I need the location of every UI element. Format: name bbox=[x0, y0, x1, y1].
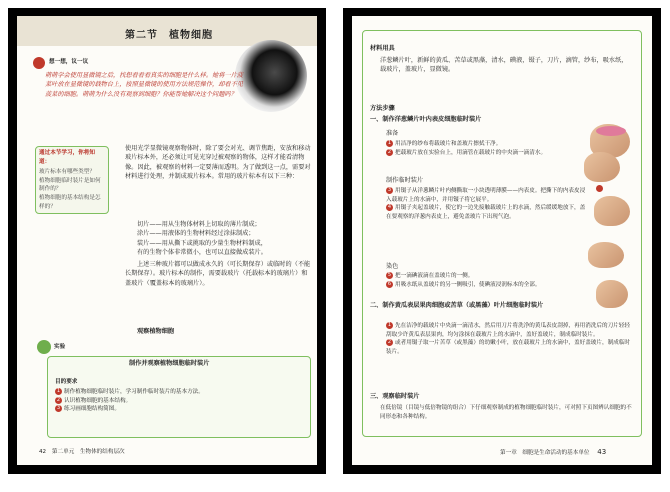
prep-item: 1 用洁净的纱布将载玻片和盖玻片擦拭干净。 bbox=[387, 140, 502, 147]
number-4-icon: 4 bbox=[387, 204, 392, 211]
stain-list bbox=[386, 272, 586, 289]
intro-badge-icon bbox=[33, 57, 45, 69]
experiment-label: 实验 bbox=[54, 344, 66, 350]
hand-illustration bbox=[594, 196, 630, 226]
step2-title: 二、制作黄瓜表层果肉细胞或苦草（或黑藻）叶片细胞临时装片 bbox=[370, 302, 544, 309]
right-page-frame bbox=[343, 8, 661, 474]
materials-text: 洋葱鳞片叶，新鲜的黄瓜、苦草或黑藻，清水，碘液，镊子，刀片，滴管，纱布，吸水纸，载玻片，盖玻片，显微镜。 bbox=[380, 57, 628, 74]
prep-list bbox=[386, 140, 586, 157]
requirement-item: 1 制作植物细胞临时装片，学习制作临时装片的基本方法。 bbox=[56, 388, 204, 395]
number-badge-icon bbox=[596, 185, 603, 192]
goals-title: 通过本节学习，你将知道： bbox=[39, 150, 95, 165]
footer-text: 第二单元 生物体的结构层次 bbox=[51, 449, 125, 455]
section-title: 第二节 植物细胞 bbox=[125, 30, 213, 41]
microscope-photo bbox=[235, 40, 307, 112]
experiment-icon bbox=[37, 340, 51, 354]
steps-title: 方法步骤 bbox=[370, 105, 395, 112]
number-2-icon: 2 bbox=[387, 339, 392, 346]
goals-box bbox=[35, 146, 109, 214]
experiment-continued-box bbox=[362, 30, 642, 437]
requirement-item: 3 练习画细胞结构简图。 bbox=[56, 405, 120, 413]
page-number: 42 bbox=[39, 449, 47, 455]
materials-title: 材料用具 bbox=[370, 45, 395, 52]
page-number: 43 bbox=[597, 448, 607, 456]
requirements-title: 目的要求 bbox=[55, 379, 78, 385]
sub-heading: 观察植物细胞 bbox=[137, 328, 175, 335]
step2-item: 1 先在洁净的载玻片中央滴一滴清水，然后用刀片将洗净的黄瓜表皮刮掉，再用消洗后的刀片轻轻刮取少许黄瓜表层果肉，均匀涂抹在载玻片上的水滴中，盖好盖玻片，制成临时装片。 bbox=[386, 322, 630, 338]
slide-note: 有的生物个体非常微小，也可以直接做成装片。 bbox=[137, 249, 267, 257]
step1-title: 一、制作洋葱鳞片叶内表皮细胞临时装片 bbox=[370, 116, 482, 123]
stain-label: 染色 bbox=[386, 263, 399, 270]
left-page-frame bbox=[8, 8, 326, 474]
number-2-icon: 2 bbox=[56, 396, 61, 403]
goal-item: 植物细胞的基本结构是怎样的？ bbox=[39, 194, 101, 210]
step3-title: 三、观察临时装片 bbox=[370, 393, 420, 400]
stain-item: 5 把一滴碘液滴在盖玻片的一侧。 bbox=[387, 272, 474, 279]
body-para-2: 上述三种玻片都可以做成永久的（可长期保存）或临时的（不能长期保存）。玻片标本的制作，需要载玻片（托载标本的玻璃片）和盖玻片（覆盖标本的玻璃片）。 bbox=[125, 261, 311, 287]
make-list bbox=[386, 187, 586, 221]
make-item: 3 用镊子从洋葱鳞片叶内侧撕取一小块透明薄膜——内表皮。把撕下的内表皮浸入载玻片上的水滴中，并用镊子将它展平。 bbox=[386, 187, 586, 203]
prep-label: 准备 bbox=[386, 130, 399, 137]
requirements-list bbox=[55, 388, 305, 414]
right-page bbox=[352, 16, 652, 465]
number-1-icon: 1 bbox=[56, 388, 61, 394]
step2-list bbox=[386, 322, 634, 356]
left-page bbox=[17, 16, 317, 465]
number-1-icon: 1 bbox=[387, 140, 392, 146]
step2-item: 2 或者用镊子取一片苦草（或黑藻）的幼嫩小叶，放在载玻片上的水滴中，盖好盖玻片，制成临时装片。 bbox=[386, 339, 630, 355]
intro-label: 想一想，议一议 bbox=[49, 59, 89, 65]
goal-item: 植物细胞临时装片是如何制作的？ bbox=[39, 177, 101, 193]
page-footer bbox=[39, 448, 125, 457]
number-1-icon: 1 bbox=[387, 322, 392, 328]
goal-item: 玻片标本有哪些类型？ bbox=[39, 169, 95, 176]
make-label: 制作临时装片 bbox=[386, 177, 424, 184]
number-3-icon: 3 bbox=[387, 187, 392, 193]
requirement-item: 2 认识植物细胞的基本结构。 bbox=[56, 396, 132, 404]
page-footer bbox=[500, 448, 606, 458]
slide-type-item: 装片——用从撕下或挑取的少量生物材料制成， bbox=[137, 239, 267, 247]
footer-text: 第一章 细胞是生命活动的基本单位 bbox=[500, 450, 590, 456]
number-6-icon: 6 bbox=[387, 280, 392, 287]
number-5-icon: 5 bbox=[387, 272, 392, 278]
slide-types-list bbox=[137, 220, 313, 258]
tweezers-flower-illustration bbox=[596, 126, 626, 136]
illustration-badges bbox=[596, 178, 605, 197]
step3-text: 在低倍镜（目镜与低倍物镜的组合）下仔细观察制成的植物细胞临时装片，可对照下页图辨认细胞的不同形态和各种结构。 bbox=[380, 405, 632, 420]
number-3-icon: 3 bbox=[56, 405, 61, 412]
hand-illustration bbox=[588, 242, 624, 268]
number-2-icon: 2 bbox=[387, 148, 392, 155]
body-para-1: 使用光学显微镜观察物体时，除了要会对光、调节焦距，安放和移动玻片标本外，还必须让可见光穿过被观察的物体，这样才能看清物像。因此，被观察的材料一定要薄而透明。为了做到这一点，需要对材料进行处理，并制成玻片标本。常用的玻片标本有以下三种： bbox=[125, 145, 311, 181]
prep-item: 2 把载玻片放在实验台上，用滴管在载玻片的中央滴一滴清水。 bbox=[387, 148, 547, 156]
slide-type-item: 涂片——用液体的生物材料经过涂抹制成； bbox=[137, 230, 255, 238]
experiment-title: 制作并观察植物细胞临时装片 bbox=[129, 360, 210, 367]
stain-item: 6 用吸水纸从盖玻片的另一侧吸引，使碘液浸润标本的全部。 bbox=[387, 280, 541, 288]
intro-text: 萌萌学会使用显微镜之后，找想看看看真实的细胞是什么样。她将一片菠菜叶放在显微镜的载物台上，按照显微镜的使用方法规范操作，却看不见菠菜的细胞。萌萌为什么没有观察到细胞？你能帮她解决这个问题吗？ bbox=[45, 72, 243, 98]
hand-illustration bbox=[596, 280, 628, 308]
slide-type-item: 切片——用从生物体材料上切取的薄片制成； bbox=[137, 221, 261, 228]
make-item: 4 用镊子夹起盖玻片，使它的一边先接触载玻片上的水滴，然后缓缓地放下，盖在要观察的洋葱内表皮上，避免盖玻片下出现气泡。 bbox=[386, 204, 586, 220]
